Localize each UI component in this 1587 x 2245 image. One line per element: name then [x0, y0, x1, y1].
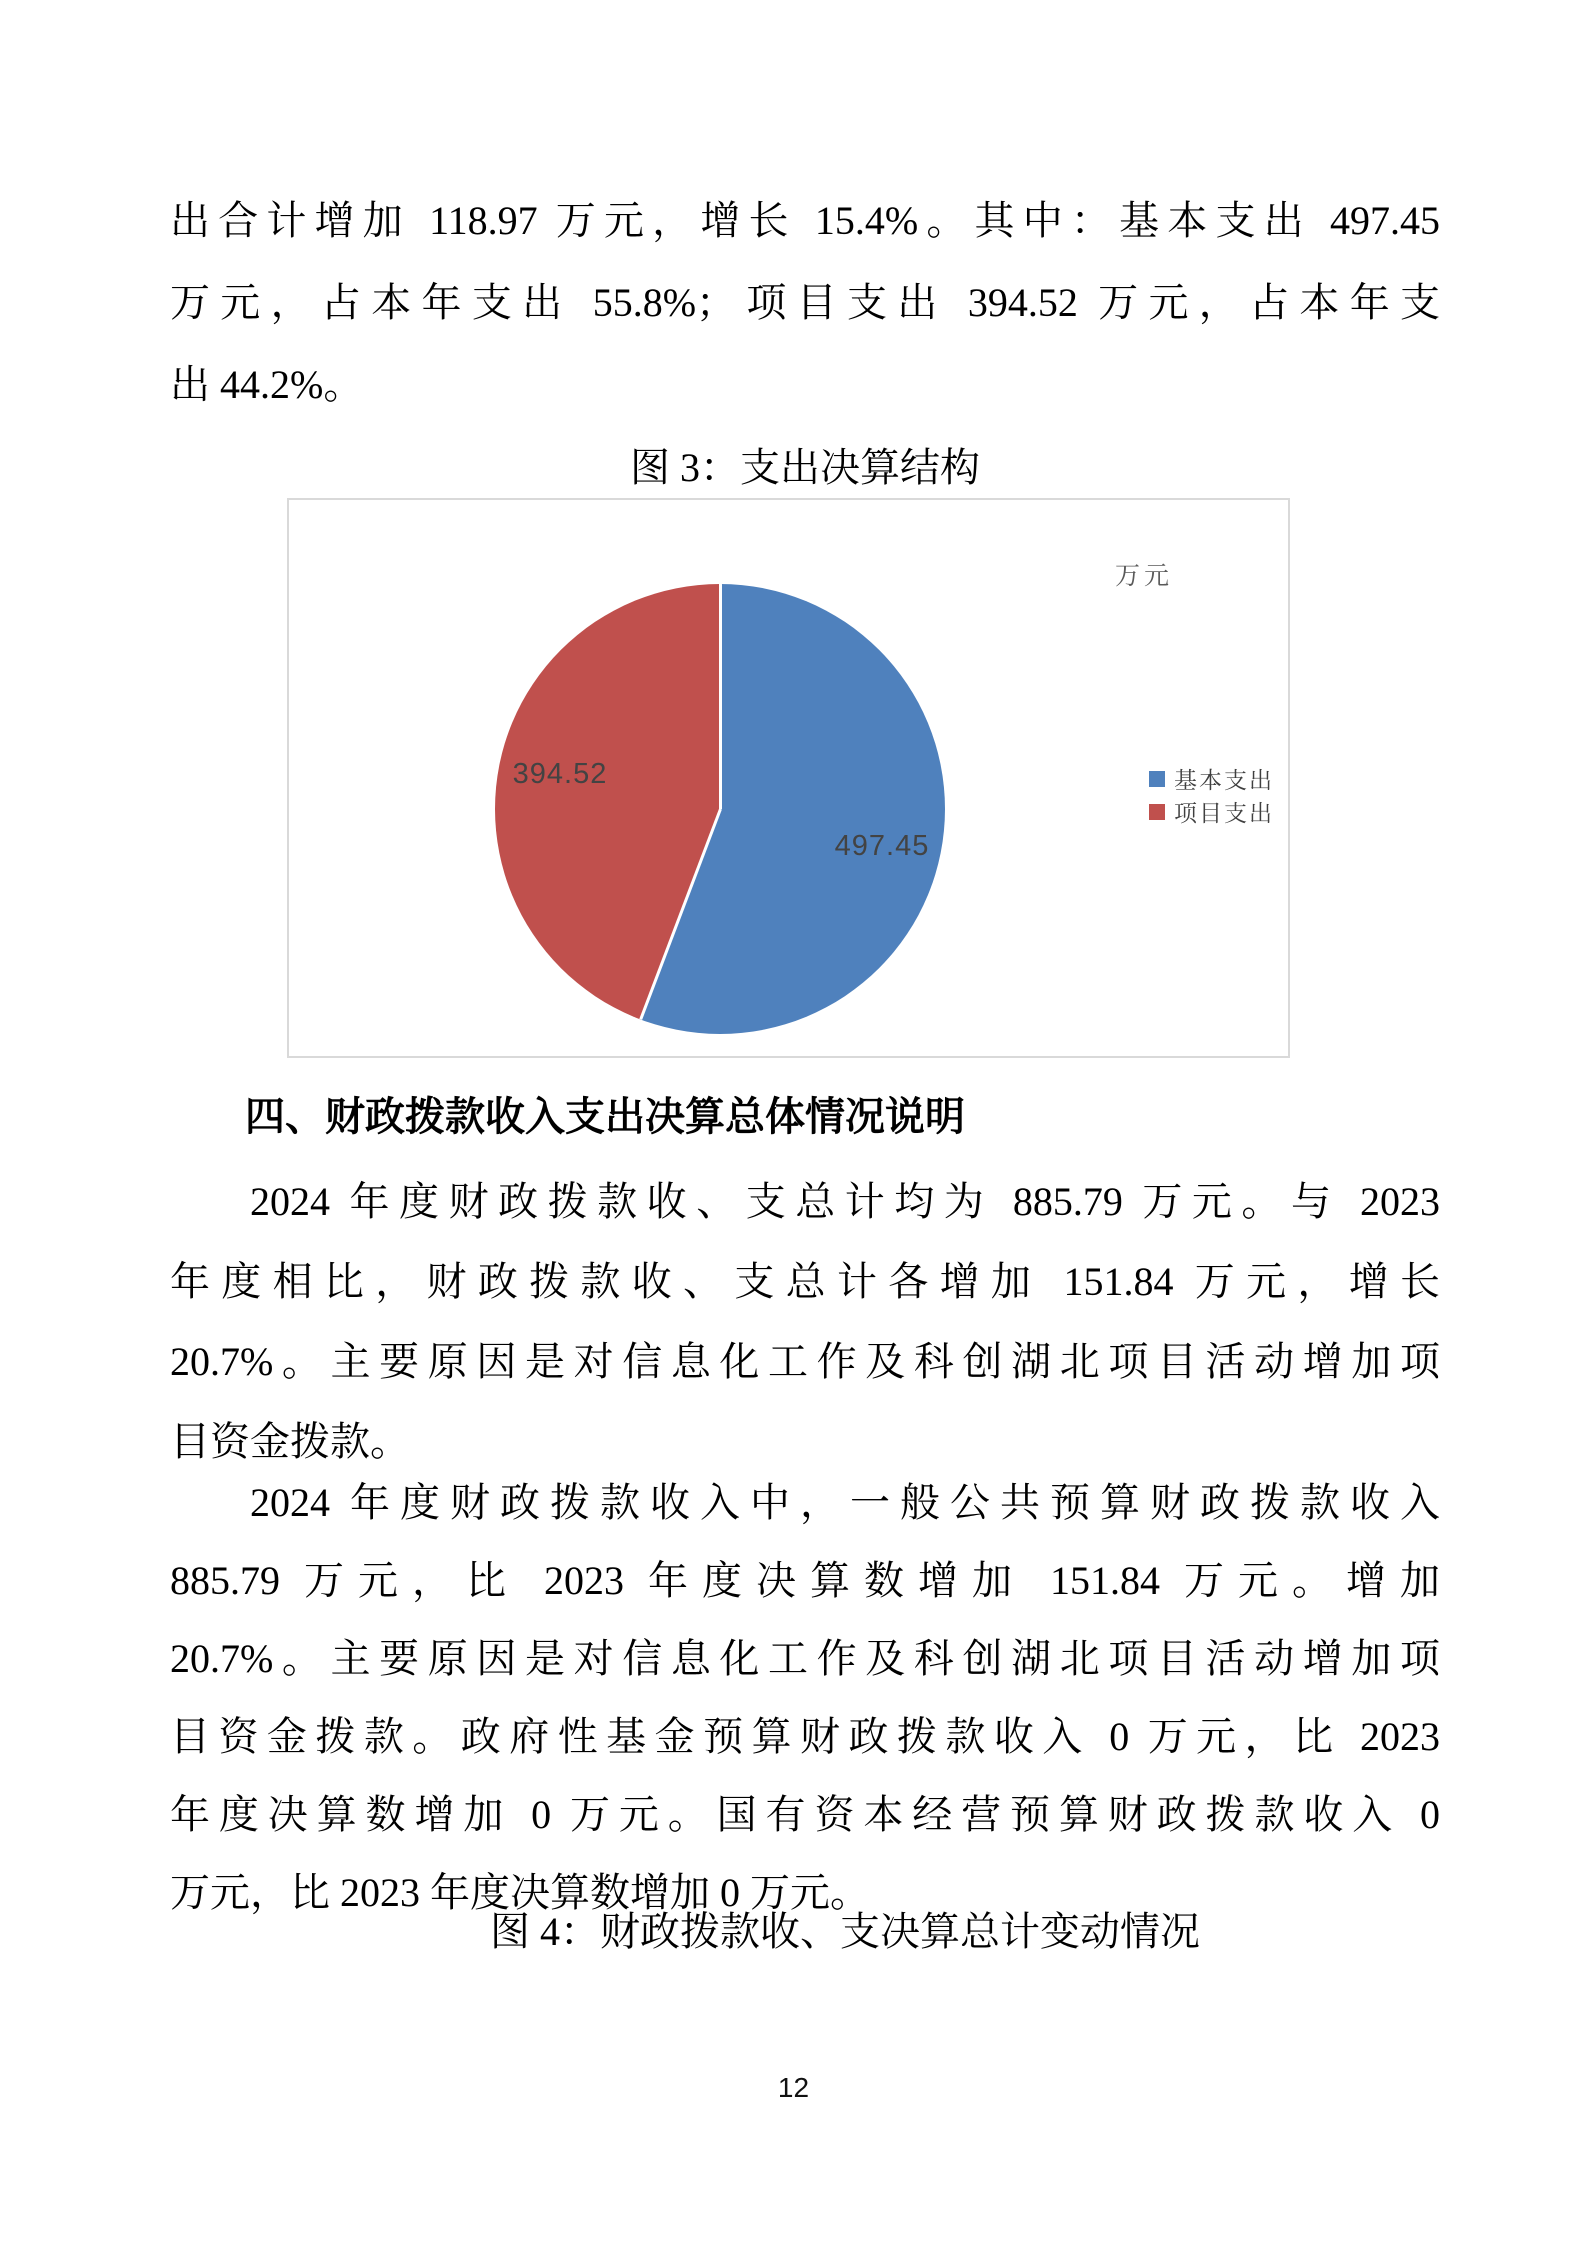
- data-label-basic-expenditure: 497.45: [834, 830, 930, 862]
- legend-swatch-blue: [1149, 771, 1165, 787]
- body-line: 年度决算数增加 0 万元。国有资本经营预算财政拨款收入 0: [170, 1792, 1440, 1837]
- chart-legend: [1149, 762, 1274, 828]
- body-line: 出合计增加 118.97 万元，增长 15.4%。其中：基本支出 497.45: [170, 198, 1440, 243]
- paragraph-expenditure-summary: [170, 180, 1440, 426]
- body-line: 万元，比 2023 年度决算数增加 0 万元。: [170, 1870, 870, 1915]
- body-line: 目资金拨款。: [170, 1419, 410, 1464]
- figure3-caption: 图 3：支出决算结构: [630, 445, 980, 490]
- body-line: 885.79 万元，比 2023 年度决算数增加 151.84 万元。增加: [170, 1558, 1440, 1603]
- body-line: 目资金拨款。政府性基金预算财政拨款收入 0 万元，比 2023: [170, 1714, 1440, 1759]
- body-line: 出 44.2%。: [170, 362, 364, 407]
- legend-item-project: [1149, 795, 1274, 828]
- body-line: 20.7%。主要原因是对信息化工作及科创湖北项目活动增加项: [170, 1636, 1440, 1681]
- body-line: 20.7%。主要原因是对信息化工作及科创湖北项目活动增加项: [170, 1339, 1440, 1384]
- legend-label: 基本支出: [1174, 768, 1274, 793]
- paragraph-fiscal-total: [170, 1162, 1440, 1482]
- legend-swatch-red: [1149, 804, 1165, 820]
- legend-label: 项目支出: [1174, 801, 1274, 826]
- pie-slice-separator: [639, 808, 722, 1019]
- legend-item-basic: [1149, 762, 1274, 795]
- pie-plot-area: [495, 584, 945, 1034]
- chart-unit-label: 万元: [1115, 563, 1174, 590]
- figure4-caption: 图 4：财政拨款收、支决算总计变动情况: [490, 1909, 1200, 1954]
- page-number: 12: [777, 2072, 810, 2103]
- body-line: 年度相比，财政拨款收、支总计各增加 151.84 万元，增长: [170, 1259, 1440, 1304]
- paragraph-fiscal-income: [170, 1464, 1440, 1932]
- body-line: 2024 年度财政拨款收、支总计均为 885.79 万元。与 2023: [250, 1179, 1440, 1224]
- data-label-project-expenditure: 394.52: [512, 758, 608, 790]
- body-line: 2024 年度财政拨款收入中，一般公共预算财政拨款收入: [250, 1480, 1440, 1525]
- body-line: 万元，占本年支出 55.8%；项目支出 394.52 万元，占本年支: [170, 280, 1440, 325]
- pie-slice-separator: [719, 584, 722, 809]
- section-heading: 四、财政拨款收入支出决算总体情况说明: [245, 1095, 965, 1139]
- pie-chart-figure3: [287, 498, 1290, 1058]
